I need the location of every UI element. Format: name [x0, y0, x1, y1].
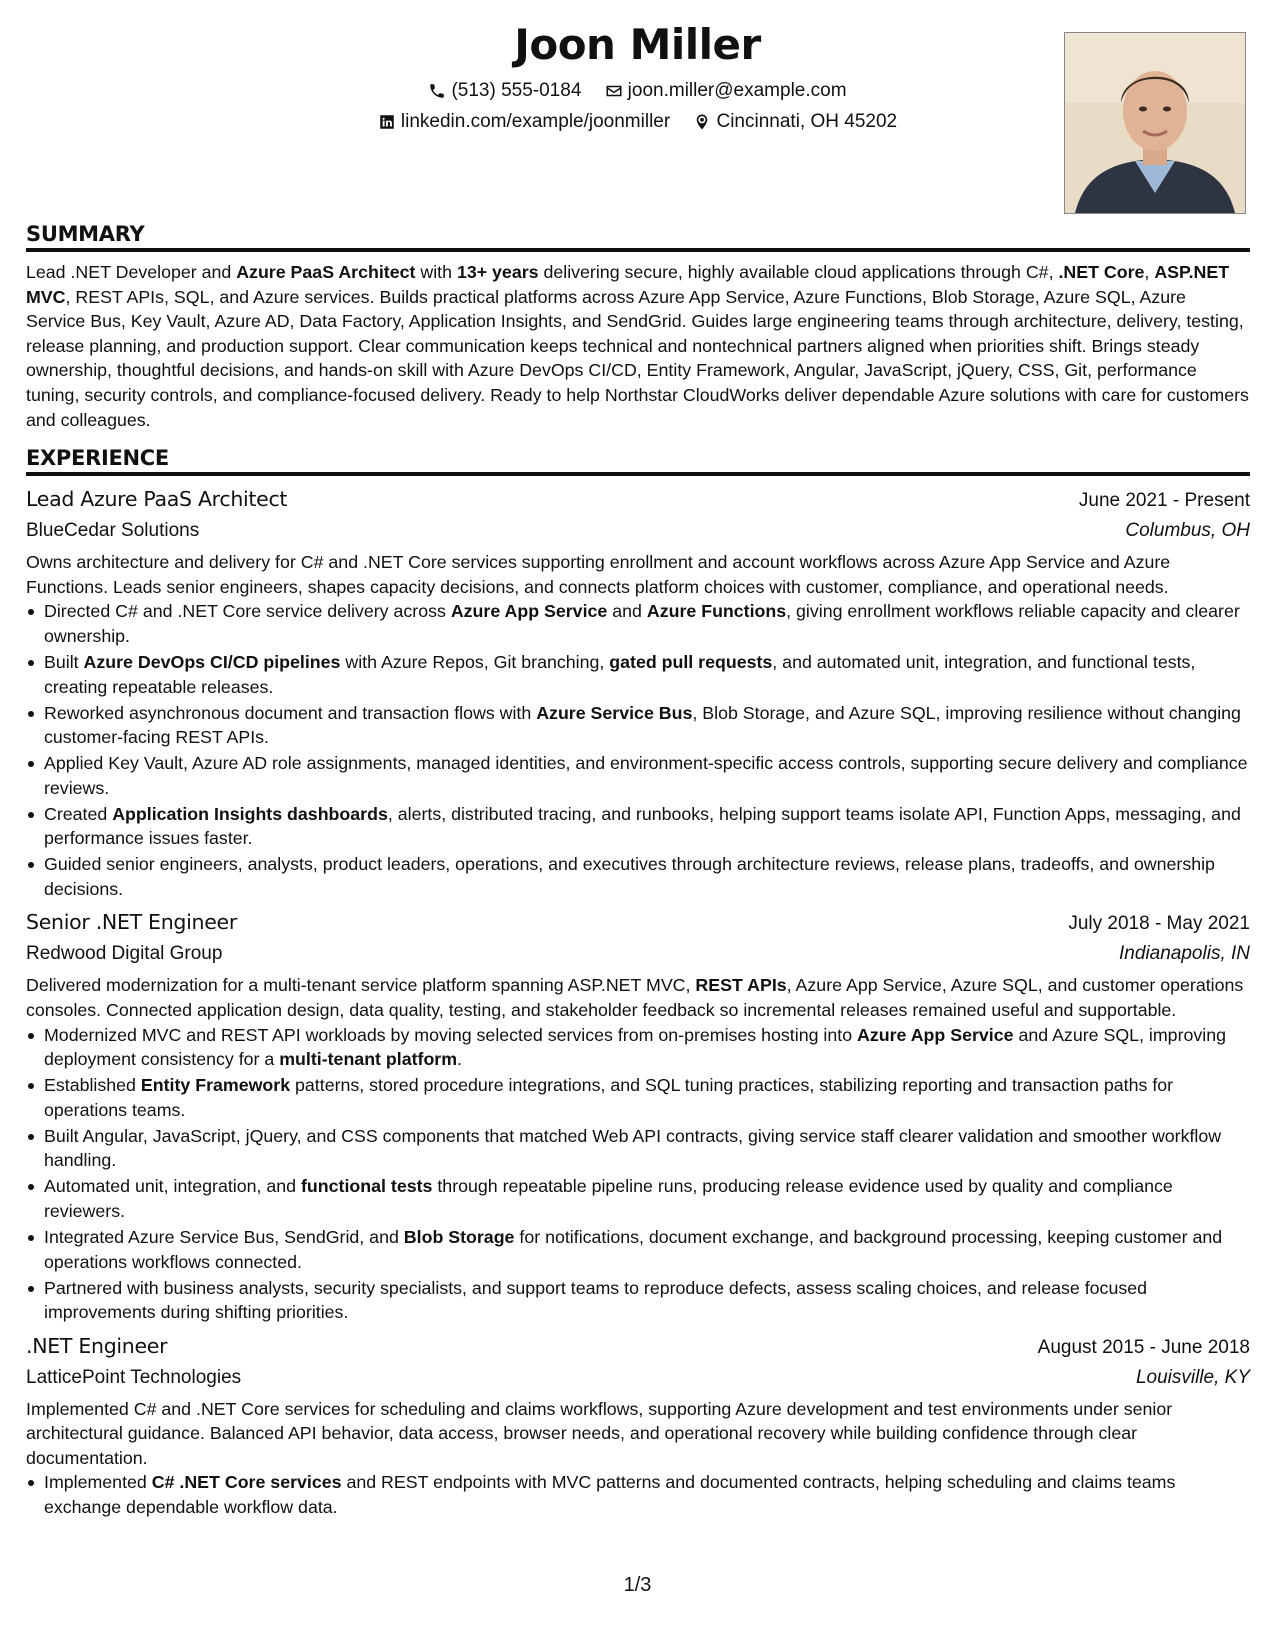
job-title: Lead Azure PaaS Architect	[26, 487, 288, 512]
job-entry	[26, 1331, 1250, 1520]
job-entry	[26, 484, 1250, 901]
emphasis-text: Application Insights dashboards	[112, 803, 388, 824]
company-name: Redwood Digital Group	[26, 943, 223, 965]
emphasis-text: Entity Framework	[140, 1075, 291, 1096]
company-name: LatticePoint Technologies	[26, 1366, 242, 1388]
profile-photo	[1064, 32, 1246, 214]
bullet-item: Guided senior engineers, analysts, product leaders, operations, and executives through architecture reviews, release plans, tradeoffs, and ownership decisions.	[44, 852, 1250, 901]
job-location: Louisville, KY	[1135, 1366, 1250, 1388]
emphasis-text: .NET Core	[1058, 262, 1145, 282]
bullet-item: Directed C# and .NET Core service delivery across Azure App Service and Azure Functions, giving enrollment workflows reliable capacity and clearer ownership.	[44, 599, 1250, 648]
email-contact[interactable]	[605, 78, 847, 104]
emphasis-text: Azure DevOps CI/CD pipelines	[83, 651, 341, 672]
job-summary: Owns architecture and delivery for C# and .NET Core services supporting enrollment and account workflows across Azure App Service and Azure Functions. Leads senior engineers, shapes capacity decisions, and connects platform choices with customer, compliance, and operational needs.	[26, 552, 1171, 597]
bullet-item: Modernized MVC and REST API workloads by moving selected services from on-premises hosting into Azure App Service and Azure SQL, improving deployment consistency for a multi-tenant platform.	[44, 1023, 1250, 1072]
linkedin-contact[interactable]	[378, 109, 670, 135]
experience-heading: EXPERIENCE	[26, 446, 1250, 476]
portrait-illustration	[1065, 33, 1245, 213]
job-dates: August 2015 - June 2018	[1037, 1336, 1250, 1358]
envelope-icon	[605, 82, 623, 100]
emphasis-text: gated pull requests	[609, 651, 773, 672]
job-summary: Delivered modernization for a multi-tenant service platform spanning ASP.NET MVC, REST APIs, Azure App Service, Azure SQL, and customer operations consoles. Connected application design, data quality, testing, and stakeholder feedback so incremental releases remained useful and supportable.	[26, 975, 1244, 1021]
email-address[interactable]: joon.miller@example.com	[627, 80, 847, 101]
company-name: BlueCedar Solutions	[26, 520, 200, 542]
bullet-item: Partnered with business analysts, security specialists, and support teams to reproduce defects, assess scaling choices, and release focused improvements during shifting priorities.	[44, 1276, 1250, 1325]
emphasis-text: Azure App Service	[450, 601, 608, 622]
bullet-item: Reworked asynchronous document and transaction flows with Azure Service Bus, Blob Storage, and Azure SQL, improving resilience without changing customer-facing REST APIs.	[44, 701, 1250, 750]
job-bullets	[26, 1470, 1250, 1519]
phone-number: (513) 555-0184	[451, 80, 582, 101]
bullet-item: Established Entity Framework patterns, stored procedure integrations, and SQL tuning practices, stabilizing reporting and transaction paths for operations teams.	[44, 1073, 1250, 1122]
summary-paragraph: Lead .NET Developer and Azure PaaS Architect with 13+ years delivering secure, highly available cloud applications through C#, .NET Core, ASP.NET MVC, REST APIs, SQL, and Azure services. Builds practical platforms across Azure App Service, Azure Functions, Blob Storage, Azure SQL, Azure Service Bus, Key Vault, Azure AD, Data Factory, Application Insights, and SendGrid. Guides large engineering teams through architecture, delivery, testing, release planning, and production support. Clear communication keeps technical and nontechnical partners aligned when priorities shift. Brings steady ownership, thoughtful decisions, and hands-on skill with Azure DevOps CI/CD, Entity Framework, Angular, JavaScript, jQuery, CSS, Git, performance tuning, security controls, and compliance-focused delivery. Ready to help Northstar CloudWorks deliver dependable Azure solutions with care for customers and colleagues.	[26, 262, 1249, 430]
bullet-item: Integrated Azure Service Bus, SendGrid, and Blob Storage for notifications, document exchange, and background processing, keeping customer and operations workflows connected.	[44, 1225, 1250, 1274]
bullet-item: Applied Key Vault, Azure AD role assignments, managed identities, and environment-specific access controls, supporting secure delivery and compliance reviews.	[44, 751, 1250, 800]
bullet-item: Implemented C# .NET Core services and REST endpoints with MVC patterns and documented contracts, helping scheduling and claims teams exchange dependable workflow data.	[44, 1470, 1250, 1519]
bullet-item: Built Azure DevOps CI/CD pipelines with Azure Repos, Git branching, gated pull requests, and automated unit, integration, and functional tests, creating repeatable releases.	[44, 650, 1250, 699]
home-location: Cincinnati, OH 45202	[716, 111, 898, 132]
summary-heading: SUMMARY	[26, 222, 1250, 252]
emphasis-text: multi-tenant platform	[279, 1049, 458, 1070]
bullet-item: Automated unit, integration, and functional tests through repeatable pipeline runs, producing release evidence used by quality and compliance reviewers.	[44, 1174, 1250, 1223]
linkedin-url[interactable]: linkedin.com/example/joonmiller	[400, 111, 671, 132]
experience-list	[26, 484, 1250, 1520]
linkedin-icon	[378, 113, 396, 131]
phone-contact	[428, 78, 581, 104]
bullet-item: Created Application Insights dashboards, alerts, distributed tracing, and runbooks, helping support teams isolate API, Function Apps, messaging, and performance issues faster.	[44, 802, 1250, 851]
resume-content	[26, 222, 1250, 1526]
job-entry	[26, 907, 1250, 1324]
job-title: Senior .NET Engineer	[26, 910, 237, 935]
emphasis-text: Blob Storage	[403, 1226, 515, 1247]
emphasis-text: functional tests	[301, 1176, 433, 1197]
map-pin-icon	[693, 113, 711, 131]
job-location: Indianapolis, IN	[1119, 943, 1250, 965]
phone-icon	[428, 82, 446, 100]
job-dates: July 2018 - May 2021	[1068, 913, 1250, 935]
page-number: 1/3	[623, 1574, 652, 1596]
emphasis-text: ASP.NET MVC	[26, 262, 1230, 307]
location-contact	[693, 109, 897, 135]
job-bullets	[26, 599, 1250, 901]
job-location: Columbus, OH	[1125, 520, 1250, 542]
job-bullets	[26, 1023, 1250, 1325]
emphasis-text: Azure Functions	[646, 601, 787, 622]
emphasis-text: REST APIs	[695, 975, 787, 996]
candidate-name: Joon Miller	[514, 20, 761, 69]
job-summary: Implemented C# and .NET Core services for scheduling and claims workflows, supporting Azure development and test environments under senior architectural guidance. Balanced API behavior, data access, browser needs, and operational recovery while building confidence through clear documentation.	[26, 1398, 1173, 1468]
emphasis-text: Azure PaaS Architect	[236, 262, 416, 282]
emphasis-text: 13+ years	[456, 262, 539, 282]
job-dates: June 2021 - Present	[1078, 490, 1250, 512]
emphasis-text: C# .NET Core services	[151, 1472, 342, 1493]
bullet-item: Built Angular, JavaScript, jQuery, and CSS components that matched Web API contracts, giving service staff clearer validation and smoother workflow handling.	[44, 1124, 1250, 1173]
job-title: .NET Engineer	[26, 1333, 168, 1358]
emphasis-text: Azure Service Bus	[536, 702, 693, 723]
emphasis-text: Azure App Service	[857, 1024, 1014, 1045]
